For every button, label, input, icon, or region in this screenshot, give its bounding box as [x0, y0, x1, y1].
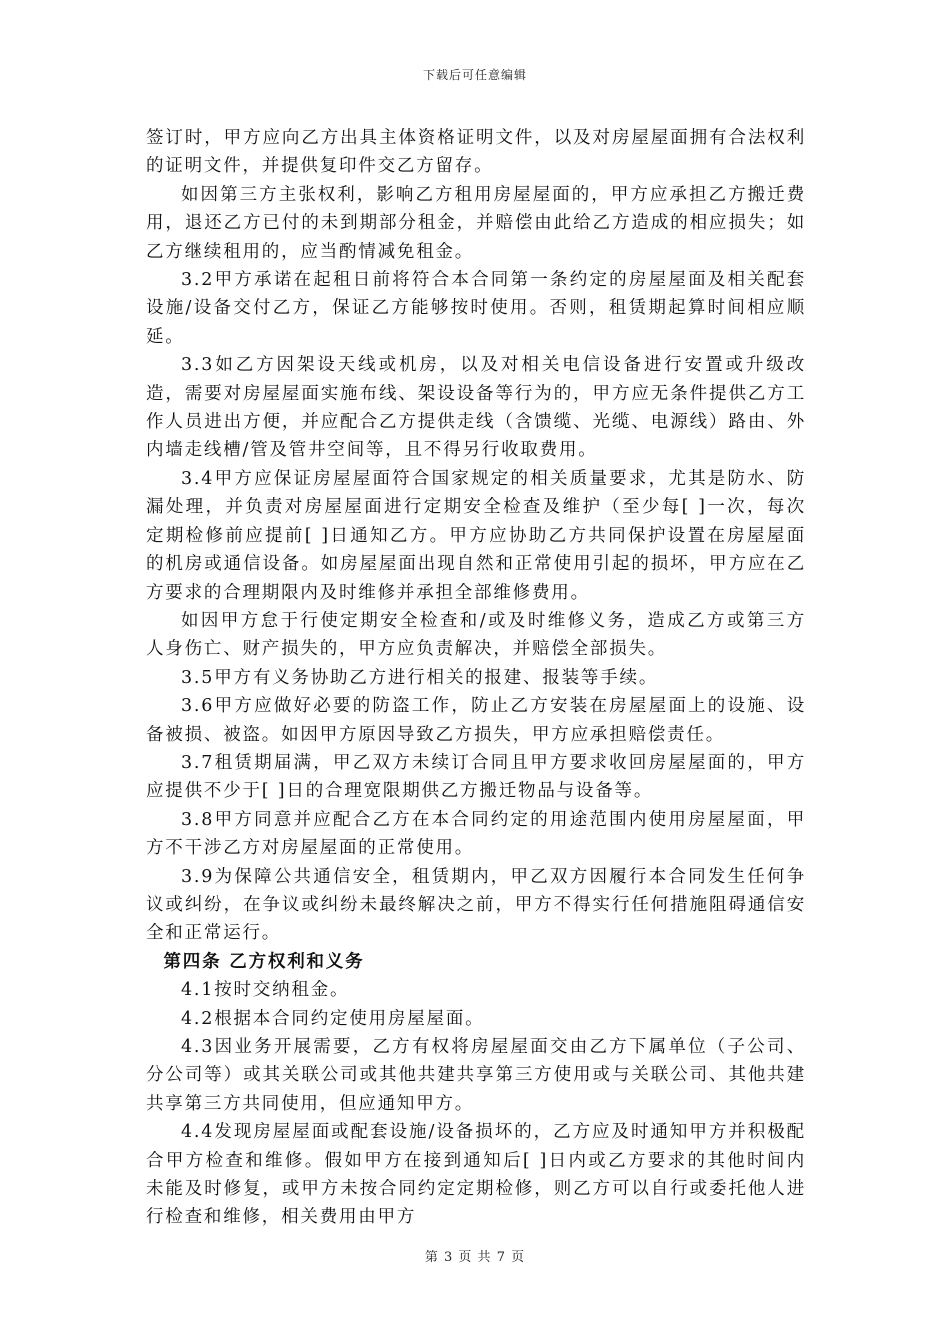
clause-4-3: 4.3因业务开展需要，乙方有权将房屋屋面交由乙方下属单位（子公司、分公司等）或其关联公司或其他共建共享第三方使用或与关联公司、其他共建共享第三方共同使用，但应通知甲方。 [146, 1037, 806, 1114]
paragraph: 如因第三方主张权利，影响乙方租用房屋屋面的，甲方应承担乙方搬迁费用，退还乙方已付的未到期部分租金，并赔偿由此给乙方造成的相应损失；如乙方继续租用的，应当酌情减免租金。 [146, 184, 806, 262]
clause-4-4: 4.4发现房屋屋面或配套设施/设备损坏的，乙方应及时通知甲方并积极配合甲方检查和维修。假如甲方在接到通知后[ ]日内或乙方要求的其他时间内未能及时修复，或甲方未按合同约定定期检修，则乙方可以自行或委托他人进行检查和维修，相关费用由甲方 [146, 1122, 806, 1228]
clause-3-4: 3.4甲方应保证房屋屋面符合国家规定的相关质量要求，尤其是防水、防漏处理，并负责对房屋屋面进行定期安全检查及维护（至少每[ ]一次，每次定期检修前应提前[ ]日通知乙方。甲方应协助乙方共同保护设置在房屋屋面的机房或通信设备。如房屋屋面出现自然和正常使用引起的损坏，甲方应在乙方要求的合理期限内及时维修并承担全部维修费用。 [146, 468, 806, 603]
clause-3-2: 3.2甲方承诺在起租日前将符合本合同第一条约定的房屋屋面及相关配套设施/设备交付乙方，保证乙方能够按时使用。否则，租赁期起算时间相应顺延。 [146, 270, 806, 347]
clause-4-1: 4.1按时交纳租金。 [181, 980, 350, 1001]
paragraph: 签订时，甲方应向乙方出具主体资格证明文件，以及对房屋屋面拥有合法权利的证明文件，并提供复印件交乙方留存。 [146, 128, 806, 177]
page-header: 下载后可任意编辑 [422, 68, 527, 82]
clause-3-6: 3.6甲方应做好必要的防盗工作，防止乙方安装在房屋屋面上的设施、设备被损、被盗。如因甲方原因导致乙方损失，甲方应承担赔偿责任。 [146, 696, 806, 745]
clause-3-8: 3.8甲方同意并应配合乙方在本合同约定的用途范围内使用房屋屋面，甲方不干涉乙方对房屋屋面的正常使用。 [146, 809, 806, 859]
document-body [146, 124, 806, 1232]
clause-3-3: 3.3如乙方因架设天线或机房，以及对相关电信设备进行安置或升级改造，需要对房屋屋面实施布线、架设设备等行为的，甲方应无条件提供乙方工作人员进出方便，并应配合乙方提供走线（含馈缆、光缆、电源线）路由、外内墙走线槽/管及管井空间等，且不得另行收取费用。 [146, 355, 806, 461]
paragraph: 如因甲方怠于行使定期安全检查和/或及时维修义务，造成乙方或第三方人身伤亡、财产损失的，甲方应负责解决，并赔偿全部损失。 [146, 610, 806, 660]
section-heading: 第四条 乙方权利和义务 [163, 951, 365, 972]
clause-3-5: 3.5甲方有义务协助乙方进行相关的报建、报装等手续。 [181, 667, 659, 688]
page-number: 第 3 页 共 7 页 [424, 1250, 526, 1265]
clause-3-9: 3.9为保障公共通信安全，租赁期内，甲乙双方因履行本合同发生任何争议或纠纷，在争议或纠纷未最终解决之前，甲方不得实行任何措施阻碍通信安全和正常运行。 [146, 866, 806, 944]
clause-3-7: 3.7租赁期届满，甲乙双方未续订合同且甲方要求收回房屋屋面的，甲方应提供不少于[ ]日的合理宽限期供乙方搬迁物品与设备等。 [146, 752, 806, 802]
clause-4-2: 4.2根据本合同约定使用房屋屋面。 [181, 1008, 485, 1029]
